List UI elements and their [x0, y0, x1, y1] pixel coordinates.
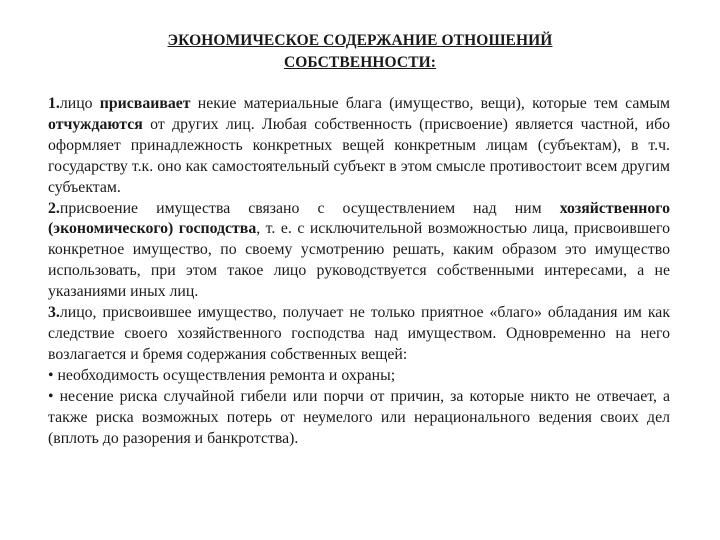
paragraph-1-text-c: от других лиц. Любая собственность (присвоение) является частной, ибо оформляет принадлежность конкретных вещей конкретным лицам (субъектам), в т.ч. государству т.к. оно как самостоятельный субъект в этом смысле противостоит всем другим субъектам.	[48, 115, 670, 196]
paragraph-2-text-a: присвоение имущества связано с осуществлением над ним	[59, 199, 560, 217]
paragraph-2	[48, 199, 670, 304]
paragraph-2-bold-a: хозяйственного (экономического) господства	[48, 199, 670, 238]
title-line-1: ЭКОНОМИЧЕСКОЕ СОДЕРЖАНИЕ ОТНОШЕНИЙ	[167, 32, 553, 49]
slide-content	[48, 94, 670, 449]
slide-title	[0, 30, 720, 74]
paragraph-1	[48, 94, 670, 199]
paragraph-3-number: 3.	[48, 304, 60, 322]
paragraph-2-number: 2.	[48, 199, 60, 217]
paragraph-1-bold-b: отчуждаются	[48, 115, 143, 133]
bullet-item-1: • необходимость осуществления ремонта и охраны;	[48, 366, 396, 384]
paragraph-1-text-a: лицо	[59, 95, 100, 112]
paragraph-1-bold-a: присваивает	[99, 95, 191, 112]
paragraph-3-text-a: лицо, присвоившее имущество, получает не только приятное «благо» обладания им как следствие своего хозяйственного господства над имуществом. Одновременно на него возлагается и бремя содержания собственных вещей:	[48, 304, 670, 363]
paragraph-1-text-b: некие материальные блага (имущество, вещи), которые тем самым	[190, 95, 670, 112]
paragraph-3	[48, 303, 670, 366]
paragraph-1-number: 1.	[48, 95, 60, 112]
paragraph-2-text-b: , т. е. с исключительной возможностью лица, присвоившего конкретное имущество, по своему усмотрению решать, каким образом это имущество использовать, при этом такое лицо руководствуется собственными интересами, а не указаниями иных лиц.	[48, 220, 671, 301]
bullet-item-2: • несение риска случайной гибели или порчи от причин, за которые никто не отвечает, а также риска возможных потерь от неумелого или нерационального ведения своих дел (вплоть до разорения и банкротства).	[48, 387, 670, 447]
title-line-2: СОБСТВЕННОСТИ:	[283, 54, 437, 71]
